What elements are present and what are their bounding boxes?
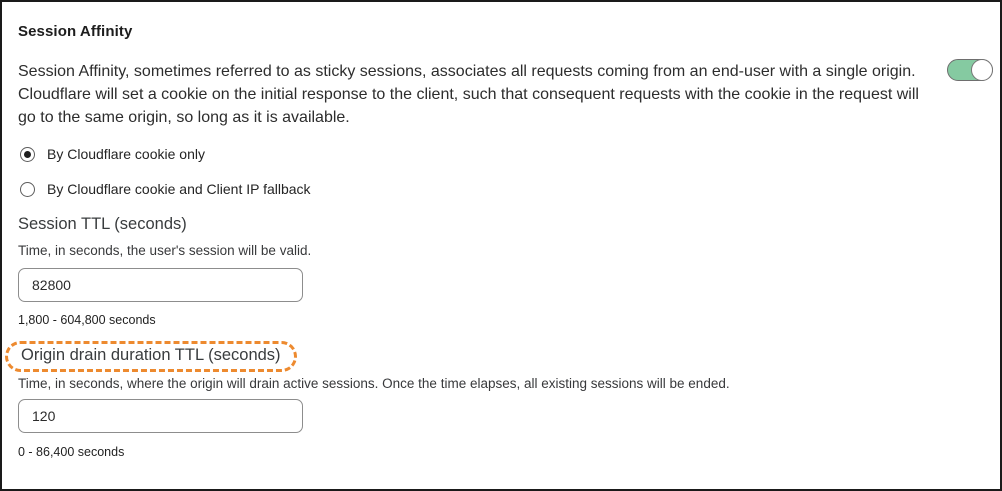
origin-drain-description: Time, in seconds, where the origin will drain active sessions. Once the time elapses, all existing sessions will be ended. [18, 376, 730, 391]
session-ttl-input[interactable] [18, 268, 303, 302]
toggle-knob-icon [971, 59, 993, 81]
radio-cookie-ip-fallback[interactable] [20, 181, 311, 197]
panel-title: Session Affinity [18, 23, 133, 40]
origin-drain-highlight-annotation [5, 341, 297, 372]
origin-drain-input[interactable] [18, 399, 303, 433]
session-affinity-description: Session Affinity, sometimes referred to as sticky sessions, associates all requests coming from an end-user with a single origin. Cloudflare will set a cookie on the initial response to the client, such that consequent requests with the cookie in the request will go to the same origin, so long as it is available. [18, 63, 919, 126]
session-ttl-range-hint: 1,800 - 604,800 seconds [18, 313, 156, 327]
session-affinity-toggle[interactable] [947, 59, 993, 81]
radio-selected-icon [20, 147, 35, 162]
session-ttl-description: Time, in seconds, the user's session will be valid. [18, 243, 312, 258]
origin-drain-range-hint: 0 - 86,400 seconds [18, 445, 125, 459]
radio-cookie-ip-fallback-label: By Cloudflare cookie and Client IP fallback [47, 181, 311, 197]
origin-drain-label: Origin drain duration TTL (seconds) [21, 346, 281, 364]
radio-unselected-icon [20, 182, 35, 197]
session-ttl-label: Session TTL (seconds) [18, 215, 187, 233]
radio-cookie-only-label: By Cloudflare cookie only [47, 146, 205, 162]
radio-cookie-only[interactable] [20, 146, 205, 162]
